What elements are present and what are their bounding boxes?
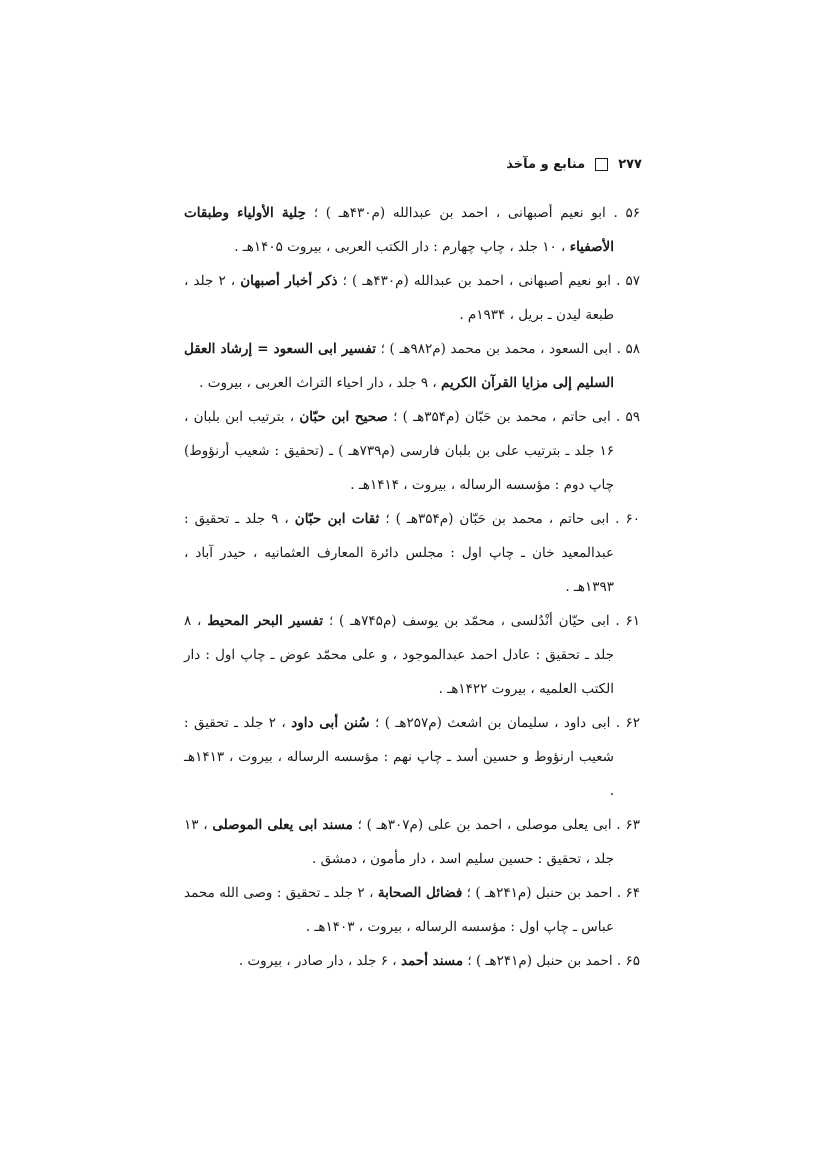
entry-details: ، ۹ جلد ، دار احیاء التراث العربی ، بیروت . (199, 375, 442, 391)
entry-details: ، ۶ جلد ، دار صادر ، بیروت . (238, 953, 401, 969)
entry-author: ابی یعلی موصلی ، احمد بن علی (م۳۰۷هـ ) ؛ (352, 817, 612, 833)
entry-title: مسند ابی یعلی الموصلی (212, 817, 353, 833)
entry-title: ذکر أخبار أصبهان (240, 273, 338, 289)
bibliography-entry: ۶۳ . ابی یعلی موصلی ، احمد بن علی (م۳۰۷هـ ) ؛ مسند ابی یعلی الموصلی ، ۱۳ جلد ، تحقیق : حسین سلیم اسد ، دار مأمون ، دمشق . (184, 817, 640, 867)
entry-details: ، ۲ جلد ، طبعة لیدن ـ بریل ، ۱۹۳۴م . (184, 273, 614, 323)
entry-details: ، ۱۰ جلد ، چاپ چهارم : دار الکتب العربی ، بیروت ۱۴۰۵هـ . (234, 239, 570, 255)
entry-number: ۵۸ (625, 341, 641, 357)
entry-title: حِلیة الأولیاء وطبقات الأصفیاء (184, 205, 614, 255)
entry-title: سُنن أبی داود (291, 715, 370, 731)
entry-title: تفسیر ابی السعود = إرشاد العقل السلیم إلی مزایا القرآن الکریم (184, 341, 614, 391)
entry-details: ، ۹ جلد ـ تحقیق : عبدالمعید خان ـ چاپ اول : مجلس دائرة المعارف العثمانیه ، حیدر آباد ، ۱۳۹۳هـ . (184, 511, 614, 595)
entry-number: ۶۴ (625, 885, 640, 901)
entry-title: صحیح ابن حبّان (299, 409, 388, 425)
entry-number: ۶۲ (625, 715, 640, 731)
entry-number: ۶۵ (625, 953, 640, 969)
entry-author: ابی حاتم ، محمد بن حَبّان (م۳۵۴هـ ) ؛ (387, 409, 611, 425)
entry-details: ، ۱۳ جلد ، تحقیق : حسین سلیم اسد ، دار مأمون ، دمشق . (184, 817, 614, 867)
bibliography-entry: ۶۴ . احمد بن حنبل (م۲۴۱هـ ) ؛ فضائل الصحابة ، ۲ جلد ـ تحقیق : وصی الله محمد عباس ـ چاپ اول : مؤسسه الرساله ، بیروت ، ۱۴۰۳هـ . (184, 885, 640, 935)
entry-author: ابی حاتم ، محمد بن حَبّان (م۳۵۴هـ ) ؛ (379, 511, 610, 527)
entry-author: ابو نعیم أصبهانی ، احمد بن عبدالله (م۴۳۰هـ ) ؛ (305, 205, 606, 221)
bibliography-entry: ۵۷ . ابو نعیم أصبهانی ، احمد بن عبدالله (م۴۳۰هـ ) ؛ ذکر أخبار أصبهان ، ۲ جلد ، طبعة لیدن ـ بریل ، ۱۹۳۴م . (184, 273, 640, 323)
entry-author: احمد بن حنبل (م۲۴۱هـ ) ؛ (463, 953, 613, 969)
bibliography-entry: ۵۹ . ابی حاتم ، محمد بن حَبّان (م۳۵۴هـ ) ؛ صحیح ابن حبّان ، بترتیب ابن بلبان ، ۱۶ جلد ـ بترتیب علی بن بلبان فارسی (م۷۳۹هـ ) ـ (تحقیق : شعیب أرنؤوط) چاپ دوم : مؤسسه الرساله ، بیروت ، ۱۴۱۴هـ . (184, 409, 641, 493)
bibliography-entry: ۶۱ . ابی حیّان أنْدُلسی ، محمّد بن یوسف (م۷۴۵هـ ) ؛ تفسیر البحر المحیط ، ۸ جلد ـ تحقیق : عادل احمد عبدالموجود ، و علی محمّد عوض ـ چاپ اول : دار الکتب العلمیه ، بیروت ۱۴۲۲هـ . (184, 613, 640, 697)
entry-title: تفسیر البحر المحیط (207, 613, 324, 629)
bibliography-entry: ۶۵ . احمد بن حنبل (م۲۴۱هـ ) ؛ مسند أحمد ، ۶ جلد ، دار صادر ، بیروت . (238, 953, 640, 969)
entry-author: ابی السعود ، محمد بن محمد (م۹۸۲هـ ) ؛ (375, 341, 612, 357)
header-title: منابع و مآخذ (506, 156, 586, 172)
bibliography-list (184, 196, 640, 978)
bibliography-entry: ۵۸ . ابی السعود ، محمد بن محمد (م۹۸۲هـ ) ؛ تفسیر ابی السعود = إرشاد العقل السلیم إلی مزایا القرآن الکریم ، ۹ جلد ، دار احیاء التراث العربی ، بیروت . (184, 341, 641, 391)
bibliography-entry: ۶۰ . ابی حاتم ، محمد بن حَبّان (م۳۵۴هـ ) ؛ ثقات ابن حبّان ، ۹ جلد ـ تحقیق : عبدالمعید خان ـ چاپ اول : مجلس دائرة المعارف العثمانیه ، حیدر آباد ، ۱۳۹۳هـ . (184, 511, 641, 595)
entry-author: احمد بن حنبل (م۲۴۱هـ ) ؛ (462, 885, 613, 901)
entry-number: ۵۷ (625, 273, 640, 289)
entry-details: ، ۲ جلد ـ تحقیق : شعیب ارنؤوط و حسین أسد ـ چاپ نهم : مؤسسه الرساله ، بیروت ، ۱۴۱۳هـ . (184, 715, 614, 799)
running-header (506, 152, 642, 176)
entry-author: ابی حیّان أنْدُلسی ، محمّد بن یوسف (م۷۴۵هـ ) ؛ (323, 613, 610, 629)
entry-title: ثقات ابن حبّان (294, 511, 380, 527)
entry-number: ۶۰ (625, 511, 641, 527)
entry-details: ، ۸ جلد ـ تحقیق : عادل احمد عبدالموجود ، و علی محمّد عوض ـ چاپ اول : دار الکتب العلمیه ، بیروت ۱۴۲۲هـ . (184, 613, 614, 697)
entry-author: ابی داود ، سلیمان بن اشعث (م۲۵۷هـ ) ؛ (369, 715, 611, 731)
entry-details: ، بترتیب ابن بلبان ، ۱۶ جلد ـ بترتیب علی بن بلبان فارسی (م۷۳۹هـ ) ـ (تحقیق : شعیب أرنؤوط) چاپ دوم : مؤسسه الرساله ، بیروت ، ۱۴۱۴هـ . (184, 409, 614, 493)
entry-title: مسند أحمد (400, 953, 464, 969)
entry-number: ۶۳ (625, 817, 640, 833)
entry-author: ابو نعیم أصبهانی ، احمد بن عبدالله (م۴۳۰هـ ) ؛ (337, 273, 612, 289)
entry-number: ۶۱ (625, 613, 640, 629)
bibliography-entry: ۶۲ . ابی داود ، سلیمان بن اشعث (م۲۵۷هـ ) ؛ سُنن أبی داود ، ۲ جلد ـ تحقیق : شعیب ارنؤوط و حسین أسد ـ چاپ نهم : مؤسسه الرساله ، بیروت ، ۱۴۱۳هـ . (184, 715, 640, 799)
header-square-icon (595, 158, 608, 171)
entry-title: فضائل الصحابة (377, 885, 463, 901)
entry-number: ۵۶ (625, 205, 640, 221)
page-number: ۲۷۷ (618, 156, 642, 172)
bibliography-entry: ۵۶ . ابو نعیم أصبهانی ، احمد بن عبدالله (م۴۳۰هـ ) ؛ حِلیة الأولیاء وطبقات الأصفیاء ، ۱۰ جلد ، چاپ چهارم : دار الکتب العربی ، بیروت ۱۴۰۵هـ . (184, 205, 640, 255)
entry-number: ۵۹ (625, 409, 641, 425)
entry-details: ، ۲ جلد ـ تحقیق : وصی الله محمد عباس ـ چاپ اول : مؤسسه الرساله ، بیروت ، ۱۴۰۳هـ . (184, 885, 614, 935)
